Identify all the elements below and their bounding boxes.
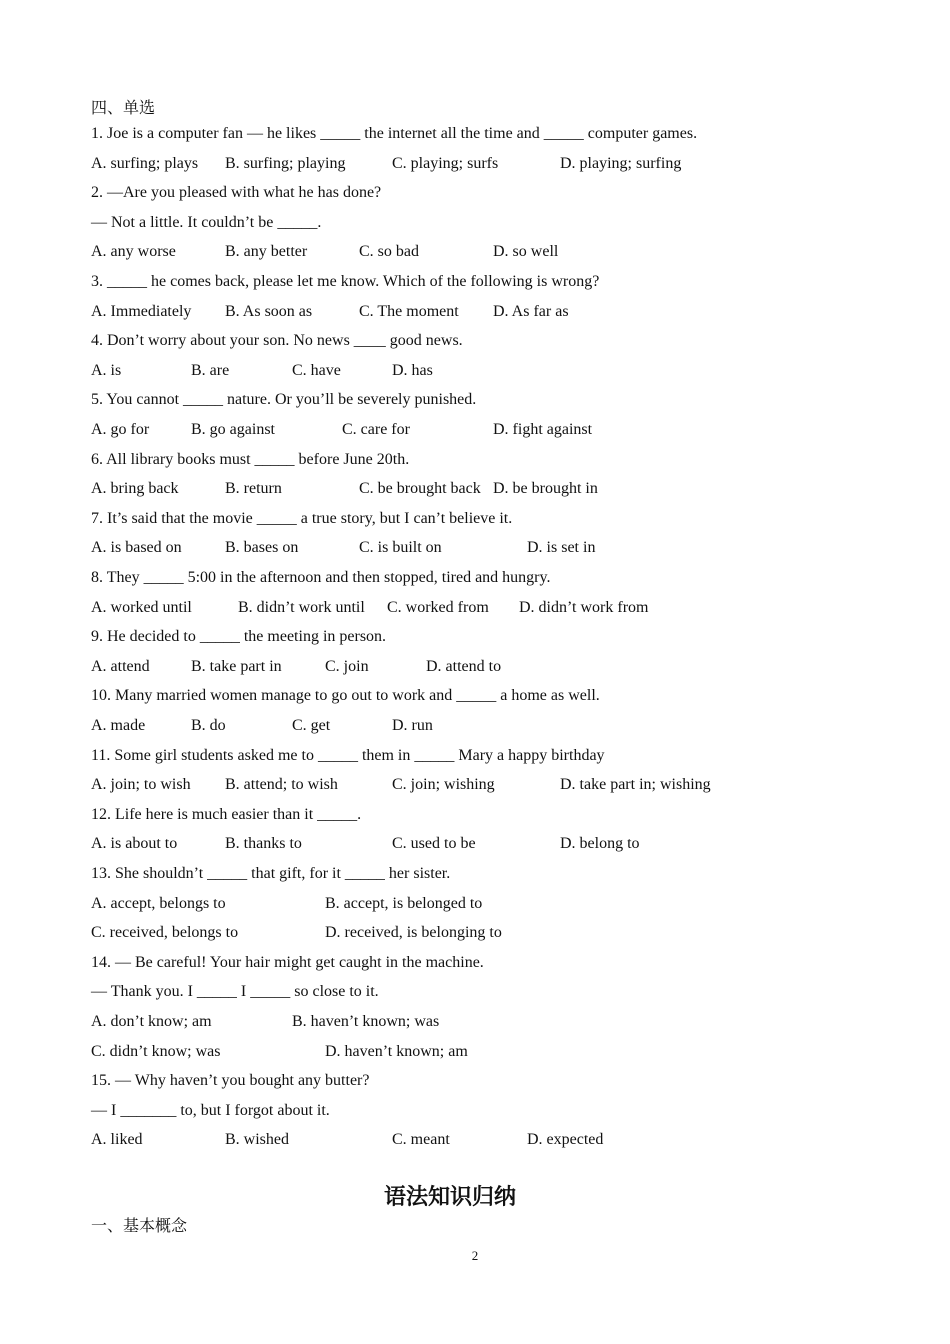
answer-option: C. The moment bbox=[359, 303, 459, 320]
question-stem: 10. Many married women manage to go out to work and _____ a home as well. bbox=[91, 687, 600, 704]
answer-option: D. haven’t known; am bbox=[325, 1043, 468, 1060]
answer-option: C. so bad bbox=[359, 243, 419, 260]
answer-option: C. received, belongs to bbox=[91, 924, 239, 941]
answer-option: D. expected bbox=[527, 1131, 604, 1148]
question-stem: 13. She shouldn’t _____ that gift, for it _____ her sister. bbox=[91, 865, 451, 882]
answer-option: B. surfing; playing bbox=[225, 155, 346, 172]
answer-option: D. As far as bbox=[493, 303, 569, 320]
grammar-section-title: 语法知识归纳 bbox=[383, 1185, 516, 1210]
answer-option: C. join; wishing bbox=[392, 776, 495, 793]
answer-option: B. thanks to bbox=[225, 835, 302, 852]
answer-option: C. used to be bbox=[392, 835, 476, 852]
answer-option: A. Immediately bbox=[91, 303, 192, 320]
answer-option: C. meant bbox=[392, 1131, 450, 1148]
question-stem: 8. They _____ 5:00 in the afternoon and then stopped, tired and hungry. bbox=[91, 569, 551, 586]
question-stem: 12. Life here is much easier than it _____. bbox=[91, 806, 362, 823]
answer-option: A. is about to bbox=[91, 835, 178, 852]
question-stem: 2. —Are you pleased with what he has done? bbox=[91, 184, 382, 201]
question-stem: 9. He decided to _____ the meeting in person. bbox=[91, 628, 387, 645]
answer-option: B. do bbox=[191, 717, 226, 734]
answer-option: B. return bbox=[225, 480, 282, 497]
answer-option: D. didn’t work from bbox=[519, 599, 649, 616]
question-stem: — Thank you. I _____ I _____ so close to it. bbox=[91, 983, 379, 1000]
answer-option: A. accept, belongs to bbox=[91, 895, 226, 912]
answer-option: C. have bbox=[292, 362, 341, 379]
answer-option: C. didn’t know; was bbox=[91, 1043, 221, 1060]
answer-option: A. attend bbox=[91, 658, 150, 675]
answer-option: D. be brought in bbox=[493, 480, 598, 497]
answer-option: D. has bbox=[392, 362, 433, 379]
answer-option: C. get bbox=[292, 717, 331, 734]
question-stem: 14. — Be careful! Your hair might get caught in the machine. bbox=[91, 954, 484, 971]
answer-option: B. any better bbox=[225, 243, 308, 260]
answer-option: A. any worse bbox=[91, 243, 176, 260]
answer-option: B. accept, is belonged to bbox=[325, 895, 483, 912]
answer-option: B. As soon as bbox=[225, 303, 313, 320]
answer-option: C. worked from bbox=[387, 599, 489, 616]
answer-option: B. haven’t known; was bbox=[292, 1013, 440, 1030]
question-stem: 11. Some girl students asked me to _____ them in _____ Mary a happy birthday bbox=[91, 747, 605, 764]
answer-option: D. fight against bbox=[493, 421, 593, 438]
answer-option: D. playing; surfing bbox=[560, 155, 682, 172]
answer-option: D. so well bbox=[493, 243, 559, 260]
answer-option: D. take part in; wishing bbox=[560, 776, 711, 793]
question-stem: 3. _____ he comes back, please let me know. Which of the following is wrong? bbox=[91, 273, 600, 290]
question-stem: — Not a little. It couldn’t be _____. bbox=[91, 214, 322, 231]
answer-option: B. bases on bbox=[225, 539, 299, 556]
answer-option: B. take part in bbox=[191, 658, 282, 675]
subsection-heading: 一、基本概念 bbox=[91, 1218, 188, 1235]
answer-option: D. received, is belonging to bbox=[325, 924, 502, 941]
answer-option: B. are bbox=[191, 362, 230, 379]
answer-option: A. worked until bbox=[91, 599, 192, 616]
answer-option: C. be brought back bbox=[359, 480, 481, 497]
question-stem: 4. Don’t worry about your son. No news ____ good news. bbox=[91, 332, 463, 349]
section-heading: 四、单选 bbox=[91, 100, 156, 117]
answer-option: C. playing; surfs bbox=[392, 155, 499, 172]
answer-option: B. go against bbox=[191, 421, 275, 438]
answer-option: D. attend to bbox=[426, 658, 502, 675]
answer-option: B. wished bbox=[225, 1131, 289, 1148]
page-number: 2 bbox=[471, 1248, 479, 1263]
answer-option: D. is set in bbox=[527, 539, 596, 556]
answer-option: A. is bbox=[91, 362, 122, 379]
answer-option: D. belong to bbox=[560, 835, 640, 852]
question-stem: 1. Joe is a computer fan — he likes _____ the internet all the time and _____ computer games. bbox=[91, 125, 698, 142]
answer-option: A. don’t know; am bbox=[91, 1013, 212, 1030]
answer-option: A. liked bbox=[91, 1131, 143, 1148]
answer-option: B. didn’t work until bbox=[238, 599, 365, 616]
question-stem: 7. It’s said that the movie _____ a true story, but I can’t believe it. bbox=[91, 510, 513, 527]
answer-option: A. join; to wish bbox=[91, 776, 191, 793]
answer-option: A. surfing; plays bbox=[91, 155, 199, 172]
question-stem: 15. — Why haven’t you bought any butter? bbox=[91, 1072, 370, 1089]
answer-option: C. care for bbox=[342, 421, 410, 438]
answer-option: A. made bbox=[91, 717, 146, 734]
question-stem: 5. You cannot _____ nature. Or you’ll be severely punished. bbox=[91, 391, 477, 408]
answer-option: A. is based on bbox=[91, 539, 182, 556]
answer-option: C. is built on bbox=[359, 539, 442, 556]
answer-option: D. run bbox=[392, 717, 433, 734]
question-stem: 6. All library books must _____ before June 20th. bbox=[91, 451, 410, 468]
answer-option: A. bring back bbox=[91, 480, 179, 497]
answer-option: C. join bbox=[325, 658, 369, 675]
answer-option: B. attend; to wish bbox=[225, 776, 338, 793]
question-stem: — I _______ to, but I forgot about it. bbox=[91, 1102, 330, 1119]
answer-option: A. go for bbox=[91, 421, 150, 438]
